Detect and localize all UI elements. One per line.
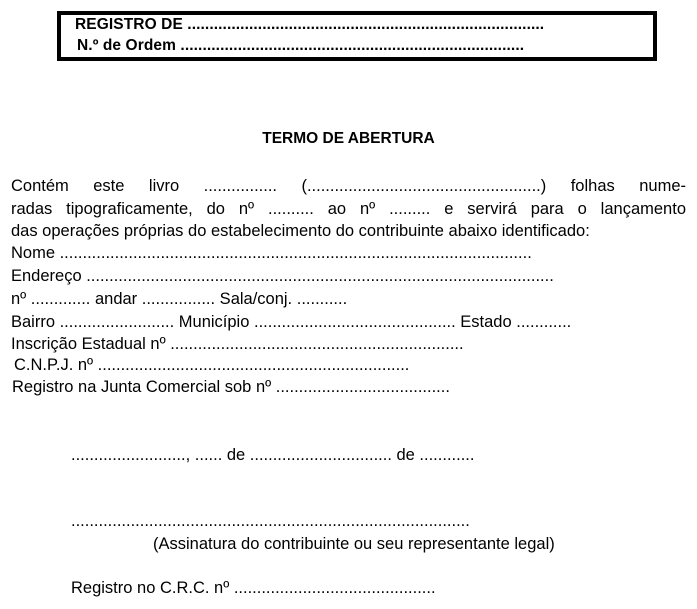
paragraph-line-1: Contém este livro ................ (...................................................) folhas nume-: [11, 177, 686, 195]
numero-ordem-field: N.º de Ordem ..............................................................................: [77, 37, 525, 54]
registration-header-box: [57, 11, 657, 61]
endereco-field: Endereço ......................................................................................................: [11, 267, 554, 285]
crc-field: Registro no C.R.C. nº ............................................: [71, 579, 436, 597]
signature-line: .......................................................................................: [71, 512, 470, 530]
paragraph-line-3: das operações próprias do estabelecimento do contribuinte abaixo identificado:: [11, 222, 590, 240]
paragraph-line-2: radas tipograficamente, do nº .......... ao nº ......... e servirá para o lançamento: [11, 200, 686, 218]
nome-field: Nome .......................................................................................................: [11, 244, 532, 262]
cnpj-field: C.N.P.J. nº ....................................................................: [14, 356, 410, 374]
signature-caption: (Assinatura do contribuinte ou seu representante legal): [153, 535, 555, 553]
date-line: ........................., ...... de ............................... de ............: [71, 446, 475, 464]
numero-andar-sala-field: nº ............. andar ................ Sala/conj. ...........: [11, 290, 348, 308]
registro-de-field: REGISTRO DE .................................................................................: [75, 16, 545, 33]
registro-junta-field: Registro na Junta Comercial sob nº ......................................: [12, 378, 450, 396]
page-title: TERMO DE ABERTURA: [262, 130, 435, 147]
inscricao-estadual-field: Inscrição Estadual nº ................................................................: [11, 335, 464, 353]
bairro-municipio-estado-field: Bairro ......................... Município ............................................ Estado ............: [11, 313, 572, 331]
